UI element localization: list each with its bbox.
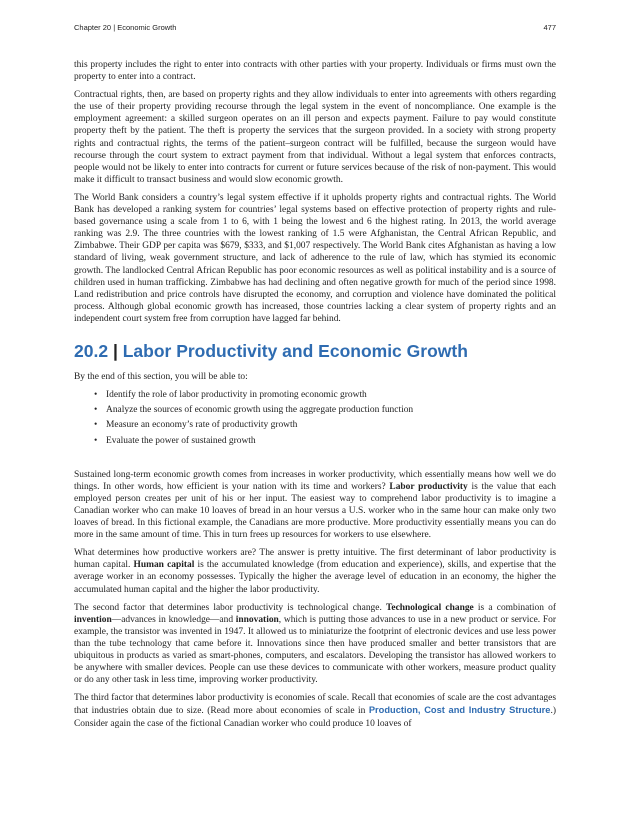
text-run: .) Consider again the case of the fictional Canadian worker who could produce 10 loaves of [74, 706, 556, 729]
section-number: 20.2 [74, 340, 109, 361]
chapter-title: Chapter 20 | Economic Growth [74, 23, 177, 32]
paragraph: The World Bank considers a country’s legal system effective if it upholds property rights and contractual rights. The World Bank has developed a ranking system for countries’ legal systems based on effective protection of property rights and rule-based governance using a scale from 1 to 6, with 1 being the lowest and 6 the highest rating. In 2013, the world average ranking was 2.9. The three countries with the lowest ranking of 1.5 were Afghanistan, the Central African Republic, and Zimbabwe. Their GDP per capita was $679, $333, and $1,007 respectively. The World Bank cites Afghanistan as having a low standard of living, weak government structure, and lack of adherence to the rule of law, which has stymied its economic growth. The landlocked Central African Republic has poor economic resources as well as political instability and is a source of children used in human trafficking. Zimbabwe has had declining and often negative growth for much of the period since 1998. Land redistribution and price controls have disrupted the economy, and corruption and violence have dominated the political process. Although global economic growth has increased, those countries lacking a clear system of property rights and an independent court system free from corruption have lagged far behind. [74, 192, 556, 324]
text-run: The third factor that determines labor productivity is economies of scale. Recall that economies of scale are the cost advantages that industries obtain due to size. (Read more about economies of scale in [74, 693, 556, 717]
chapter-link[interactable]: Production, Cost and Industry Structure [368, 705, 551, 716]
key-term: Technological change [386, 602, 474, 613]
text-run: Sustained long-term economic growth comes from increases in worker productivity, which essentially means how well we do things. In other words, how efficient is your nation with its time and workers? [74, 469, 556, 492]
key-term: Labor productivity [389, 481, 468, 492]
objective-item: • Analyze the sources of economic growth using the aggregate production function [106, 404, 556, 416]
learning-objectives-list [74, 389, 556, 447]
paragraph [74, 692, 556, 729]
text-run: is a combination of [473, 602, 556, 613]
text-run: The second factor that determines labor productivity is technological change. [74, 602, 386, 613]
objective-item: • Evaluate the power of sustained growth [106, 435, 556, 447]
page-content [74, 59, 556, 736]
paragraph [74, 547, 556, 595]
key-term: invention [74, 614, 112, 625]
section-separator: | [112, 340, 118, 361]
page-number: 477 [543, 23, 556, 32]
paragraph: this property includes the right to enter into contracts with other parties with your property. Individuals or firms must own the property to enter into a contract. [74, 60, 556, 83]
key-term: Human capital [133, 560, 195, 571]
text-run: is the accumulated knowledge (from education and experience), skills, and expertise that the average worker in an economy possesses. Typically the higher the average level of education in an economy, the higher the accumulated human capital and the higher the labor productivity. [74, 560, 556, 595]
objective-item: • Measure an economy’s rate of productivity growth [106, 419, 556, 431]
text-run: , which is putting those advances to use in a new product or service. For example, the transistor was invented in 1947. It allowed us to miniaturize the footprint of electronic devices and use less power than the tube technology that came before it. Innovations since then have produced smaller and better transistors that are ubiquitous in products as varied as smart-phones, computers, and escalators. Developing the transistor has allowed workers to be anywhere with smaller devices. People can use these devices to communicate with other workers, measure product quality or do any other task in less time, improving worker productivity. [74, 614, 556, 686]
section-heading [74, 340, 556, 362]
section-title: Labor Productivity and Economic Growth [122, 340, 468, 361]
objective-item: • Identify the role of labor productivity in promoting economic growth [106, 389, 556, 401]
paragraph [74, 602, 556, 687]
text-run: —advances in knowledge—and [111, 614, 236, 625]
objectives-intro: By the end of this section, you will be able to: [74, 371, 248, 382]
paragraph: Contractual rights, then, are based on property rights and they allow individuals to enter into agreements with others regarding the use of their property providing recourse through the legal system in the event of noncompliance. One example is the employment agreement: a skilled surgeon operates on an ill person and expects payment. Failure to pay would constitute property theft by the patient. The theft is property the services that the surgeon provided. In a society with strong property rights and contractual rights, the terms of the patient–surgeon contract will be fulfilled, because the surgeon would have recourse through the court system to extract payment from that individual. Without a legal system that enforces contracts, people would not be likely to enter into contracts for current or future services because of the risk of non-payment. This would make it difficult to transact business and would slow economic growth. [74, 90, 556, 185]
text-run: is the value that each employed person creates per unit of his or her input. The easiest way to comprehend labor productivity is to imagine a Canadian worker who can make 10 loaves of bread in an hour versus a U.S. worker who in the same hour can make only two loaves of bread. In this fictional example, the Canadians are more productive. More productivity essentially means you can do more in the same amount of time. This in turn frees up resources for workers to use elsewhere. [74, 481, 557, 541]
running-header [74, 23, 556, 32]
key-term: innovation [235, 614, 279, 625]
text-run: What determines how productive workers are? The answer is pretty intuitive. The first determinant of labor productivity is human capital. [74, 548, 556, 571]
paragraph [74, 469, 556, 542]
